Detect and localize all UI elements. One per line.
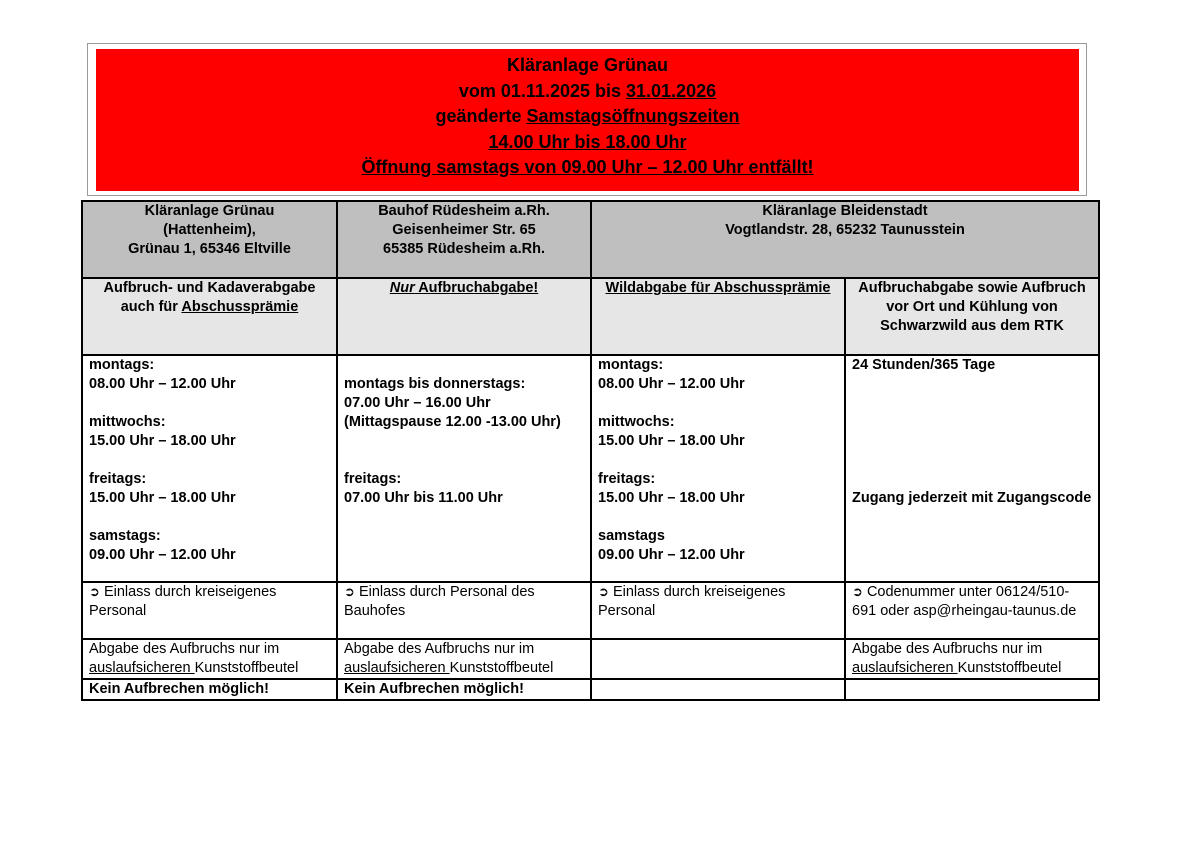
entry-bleidenstadt: ➲ Einlass durch kreiseigenes Personal (591, 582, 845, 639)
no-opening-empty-2 (845, 679, 1099, 700)
bag-gruenau: Abgabe des Aufbruchs nur im auslaufsicheren Kunststoffbeutel (82, 639, 337, 679)
header-klaeranlage-gruenau: Kläranlage Grünau (Hattenheim), Grünau 1, 65346 Eltville (82, 201, 337, 278)
hours-gruenau: montags: 08.00 Uhr – 12.00 Uhr mittwochs: 15.00 Uhr – 18.00 Uhr freitags: 15.00 Uhr – 18.00 Uhr samstags: 09.00 Uhr – 12.00 Uhr (82, 355, 337, 582)
notice-end-date: 31.01.2026 (626, 80, 717, 101)
header-klaeranlage-bleidenstadt: Kläranlage Bleidenstadt Vogtlandstr. 28, 65232 Taunusstein (591, 201, 1099, 278)
service-bauhof: Nur Aufbruchabgabe! (337, 278, 591, 355)
notice-period: vom 01.11.2025 bis 31.01.2026 (458, 80, 717, 101)
entry-info-row (82, 582, 1099, 639)
entry-gruenau: ➲ Einlass durch kreiseigenes Personal (82, 582, 337, 639)
notice-saturday-hours: Samstagsöffnungszeiten (526, 106, 740, 126)
service-bleidenstadt-aufbruch: Aufbruchabgabe sowie Aufbruch vor Ort und Kühlung von Schwarzwild aus dem RTK (845, 278, 1099, 355)
notice-new-hours: 14.00 Uhr bis 18.00 Uhr (488, 131, 687, 152)
notice-changed: geänderte Samstagsöffnungszeiten (435, 106, 740, 126)
notice-title: Kläranlage Grünau (506, 55, 669, 75)
no-opening-row (82, 679, 1099, 700)
location-header-row (82, 201, 1099, 278)
no-opening-gruenau: Kein Aufbrechen möglich! (82, 679, 337, 700)
notice-banner (96, 49, 1079, 191)
service-bleidenstadt-wild: Wildabgabe für Abschussprämie (591, 278, 845, 355)
bag-bauhof: Abgabe des Aufbruchs nur im auslaufsicheren Kunststoffbeutel (337, 639, 591, 679)
service-type-row (82, 278, 1099, 355)
entry-bauhof: ➲ Einlass durch Personal des Bauhofes (337, 582, 591, 639)
service-gruenau: Aufbruch- und Kadaverabgabe auch für Abschussprämie (82, 278, 337, 355)
arrow-right-icon: ➲ (89, 585, 100, 600)
bag-bleidenstadt: Abgabe des Aufbruchs nur im auslaufsicheren Kunststoffbeutel (845, 639, 1099, 679)
bag-bleidenstadt-empty (591, 639, 845, 679)
bag-requirement-row (82, 639, 1099, 679)
notice-cancelled: Öffnung samstags von 09.00 Uhr – 12.00 Uhr entfällt! (361, 157, 814, 177)
hours-bauhof: montags bis donnerstags: 07.00 Uhr – 16.00 Uhr (Mittagspause 12.00 -13.00 Uhr) freitags: 07.00 Uhr bis 11.00 Uhr (337, 355, 591, 582)
hours-bleidenstadt-24h: 24 Stunden/365 Tage Zugang jederzeit mit Zugangscode (845, 355, 1099, 582)
arrow-right-icon: ➲ (852, 585, 863, 600)
no-opening-bauhof: Kein Aufbrechen möglich! (337, 679, 591, 700)
schedule-table (81, 200, 1100, 701)
arrow-right-icon: ➲ (344, 585, 355, 600)
opening-hours-row (82, 355, 1099, 582)
hours-bleidenstadt: montags: 08.00 Uhr – 12.00 Uhr mittwochs: 15.00 Uhr – 18.00 Uhr freitags: 15.00 Uhr – 18.00 Uhr samstags 09.00 Uhr – 12.00 Uhr (591, 355, 845, 582)
notice-frame (87, 43, 1087, 196)
header-bauhof-ruedesheim: Bauhof Rüdesheim a.Rh. Geisenheimer Str. 65 65385 Rüdesheim a.Rh. (337, 201, 591, 278)
arrow-right-icon: ➲ (598, 585, 609, 600)
entry-code-info: ➲ Codenummer unter 06124/510-691 oder asp@rheingau-taunus.de (845, 582, 1099, 639)
no-opening-empty-1 (591, 679, 845, 700)
